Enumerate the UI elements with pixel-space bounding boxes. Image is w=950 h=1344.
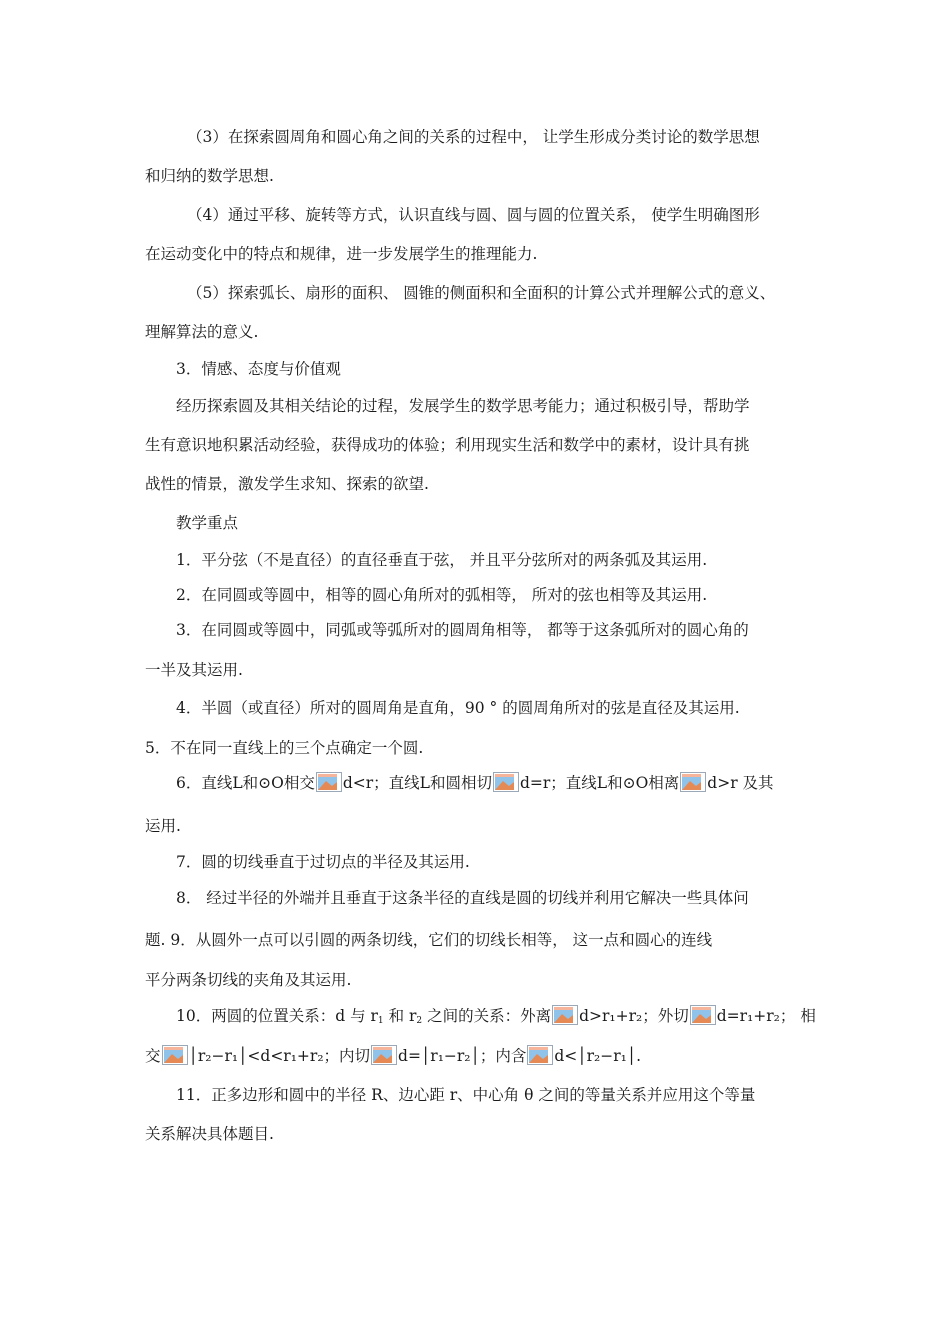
list-item: 1．平分弦（不是直径）的直径垂直于弦， 并且平分弦所对的两条弧及其运用.: [176, 551, 708, 569]
broken-image-icon: [316, 772, 342, 792]
broken-image-icon: [371, 1045, 397, 1065]
list-item-6: 6．直线L和⊙O相交 d<r；直线L和圆相切 d=r；直线L和⊙O相离 d>r 及其: [176, 774, 774, 792]
list-item-8: 8． 经过半径的外端并且垂直于这条半径的直线是圆的切线并利用它解决一些具体问: [176, 889, 749, 907]
list-item: 2．在同圆或等圆中，相等的圆心角所对的弧相等， 所对的弦也相等及其运用.: [176, 586, 708, 604]
list-item-continuation: 一半及其运用.: [145, 661, 243, 679]
broken-image-icon: [552, 1005, 578, 1025]
broken-image-icon: [162, 1045, 188, 1065]
list-item: 3．在同圆或等圆中，同弧或等弧所对的圆周角相等， 都等于这条弧所对的圆心角的: [176, 621, 749, 639]
paragraph-line: 战性的情景，激发学生求知、探索的欲望.: [145, 475, 429, 493]
list-item-7: 7．圆的切线垂直于过切点的半径及其运用.: [176, 853, 470, 871]
paragraph-line: 和归纳的数学思想.: [145, 167, 274, 185]
paragraph-line: 在运动变化中的特点和规律，进一步发展学生的推理能力.: [145, 245, 538, 263]
paragraph-line: （4）通过平移、旋转等方式，认识直线与圆、圆与圆的位置关系， 使学生明确图形: [187, 206, 760, 224]
section-heading: 3．情感、态度与价值观: [176, 360, 341, 378]
list-item: 5．不在同一直线上的三个点确定一个圆.: [145, 739, 424, 757]
section-heading: 教学重点: [176, 514, 239, 532]
list-item-continuation: 平分两条切线的夹角及其运用.: [145, 971, 352, 989]
paragraph-line: （3）在探索圆周角和圆心角之间的关系的过程中， 让学生形成分类讨论的数学思想: [187, 128, 760, 146]
list-item-continuation: 交 │r₂−r₁│<d<r₁+r₂；内切 d=│r₁−r₂│；内含 d<│r₂−r₁│.: [145, 1047, 642, 1065]
broken-image-icon: [493, 772, 519, 792]
paragraph-line: 经历探索圆及其相关结论的过程，发展学生的数学思考能力；通过积极引导，帮助学: [176, 397, 750, 415]
paragraph-line: 理解算法的意义.: [145, 323, 259, 341]
paragraph-line: 生有意识地积累活动经验，获得成功的体验；利用现实生活和数学中的素材，设计具有挑: [145, 436, 750, 454]
list-item-10: 10．两圆的位置关系：d 与 $r_1$ 和 $r_2$ 之间的关系：外离 d>r₁+r₂；外切 d=r₁+r₂； 相: [176, 1007, 816, 1026]
list-item-11: 11．正多边形和圆中的半径 R、边心距 r、中心角 θ 之间的等量关系并应用这个等量: [176, 1086, 756, 1104]
broken-image-icon: [527, 1045, 553, 1065]
list-item-continuation: 运用.: [145, 817, 181, 835]
list-item-9: 题. 9．从圆外一点可以引圆的两条切线，它们的切线长相等， 这一点和圆心的连线: [145, 931, 713, 949]
list-item: 4．半圆（或直径）所对的圆周角是直角，90 ° 的圆周角所对的弦是直径及其运用.: [176, 699, 740, 717]
broken-image-icon: [690, 1005, 716, 1025]
broken-image-icon: [680, 772, 706, 792]
list-item-continuation: 关系解决具体题目.: [145, 1125, 274, 1143]
paragraph-line: （5）探索弧长、扇形的面积、 圆锥的侧面积和全面积的计算公式并理解公式的意义、: [187, 284, 776, 302]
